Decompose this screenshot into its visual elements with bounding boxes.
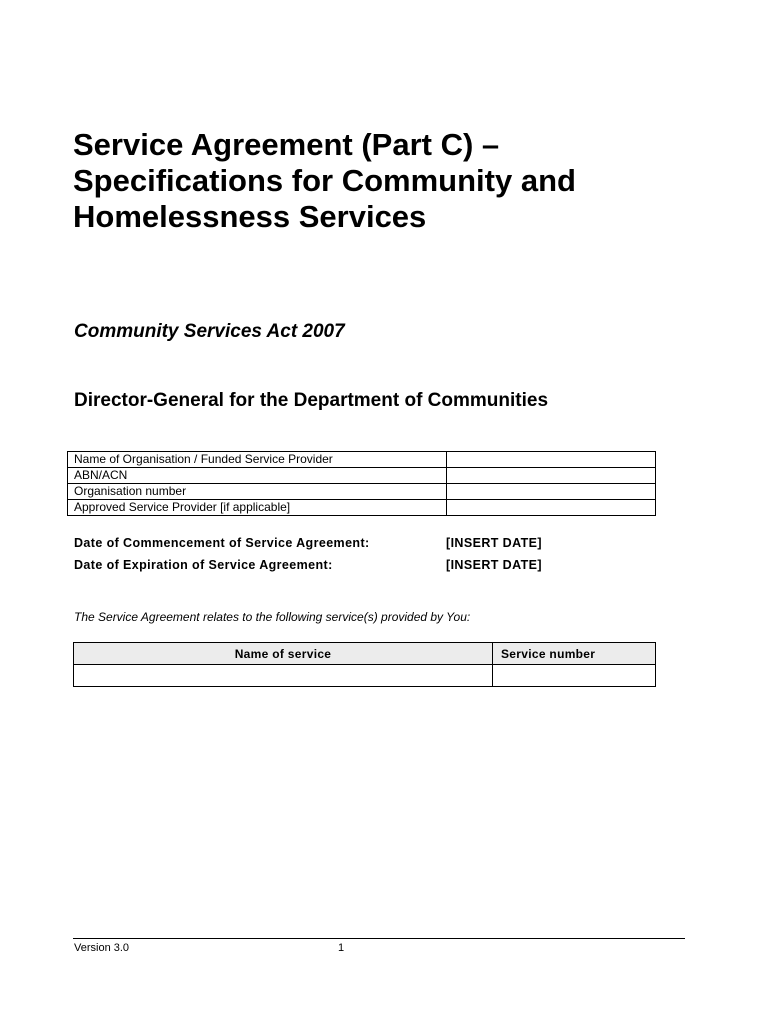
table-row: [68, 500, 656, 516]
table-row: [68, 468, 656, 484]
table-header-row: [74, 643, 656, 665]
commencement-date-label: Date of Commencement of Service Agreement:: [74, 536, 370, 550]
services-intro-text: The Service Agreement relates to the following service(s) provided by You:: [74, 610, 471, 624]
expiration-date-row: [74, 558, 542, 572]
org-name-label: Name of Organisation / Funded Service Provider: [68, 452, 447, 468]
approved-provider-value[interactable]: [447, 500, 656, 516]
table-row: [68, 484, 656, 500]
expiration-date-label: Date of Expiration of Service Agreement:: [74, 558, 333, 572]
act-heading: Community Services Act 2007: [74, 321, 345, 342]
title-line-1: Service Agreement (Part C) –: [73, 127, 500, 162]
organisation-number-value[interactable]: [447, 484, 656, 500]
commencement-date-row: [74, 536, 542, 550]
org-name-value[interactable]: [447, 452, 656, 468]
page-number: 1: [338, 942, 345, 954]
document-title: [73, 127, 713, 235]
abn-acn-label: ABN/ACN: [68, 468, 447, 484]
expiration-date-value: [INSERT DATE]: [446, 558, 542, 572]
title-line-2: Specifications for Community and: [73, 163, 576, 198]
organisation-details-table: [67, 451, 656, 516]
service-number-cell[interactable]: [493, 665, 656, 687]
service-name-header: Name of service: [74, 643, 493, 665]
service-name-cell[interactable]: [74, 665, 493, 687]
abn-acn-value[interactable]: [447, 468, 656, 484]
table-row: [74, 665, 656, 687]
approved-provider-label: Approved Service Provider [if applicable]: [68, 500, 447, 516]
footer-divider: [73, 938, 685, 939]
footer-version: Version 3.0: [74, 942, 130, 954]
organisation-number-label: Organisation number: [68, 484, 447, 500]
service-number-header: Service number: [493, 643, 656, 665]
services-table: [73, 642, 656, 687]
commencement-date-value: [INSERT DATE]: [446, 536, 542, 550]
title-line-3: Homelessness Services: [73, 199, 427, 234]
director-general-heading: Director-General for the Department of Communities: [74, 390, 549, 411]
table-row: [68, 452, 656, 468]
